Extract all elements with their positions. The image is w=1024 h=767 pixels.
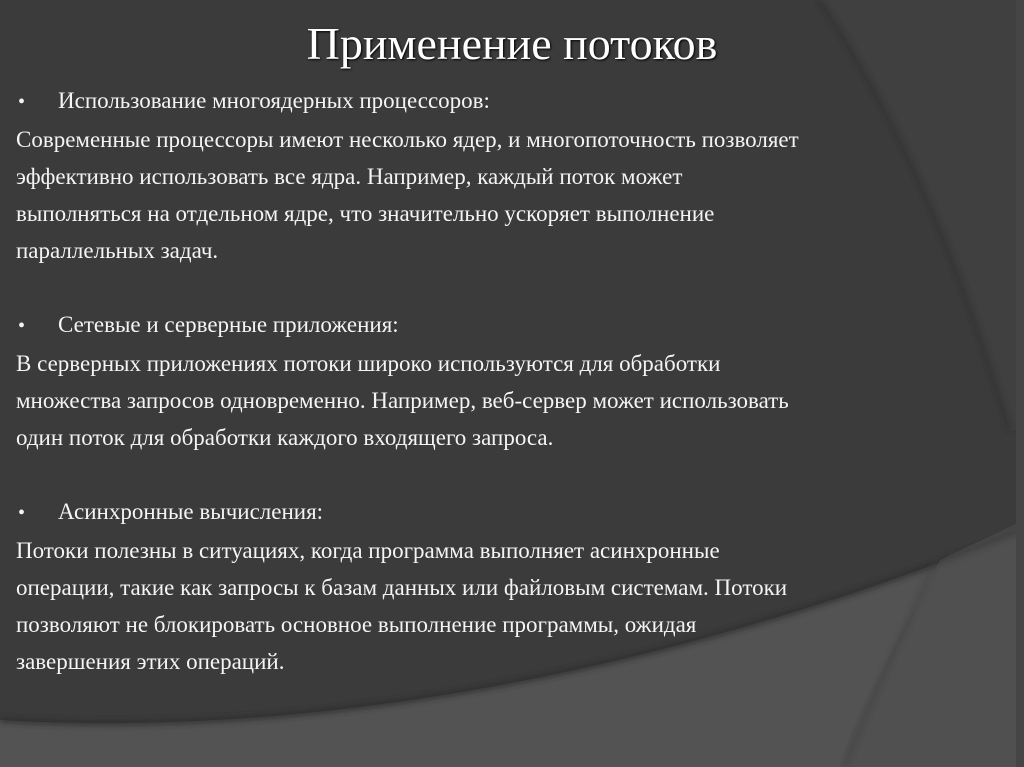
bullet-icon: • [18,502,26,524]
section-server [16,306,1016,456]
body-line: Потоки полезны в ситуациях, когда программа выполняет асинхронные [16,538,720,563]
body-line: операции, такие как запросы к базам данных или файловым системам. Потоки [16,575,788,600]
slide-content [16,82,1016,680]
body-line: параллельных задач. [16,238,219,263]
bullet-heading [16,82,1016,121]
bullet-icon: • [18,315,26,337]
body-line: Современные процессоры имеют несколько ядер, и многопоточность позволяет [16,127,799,152]
section-heading: Использование многоядерных процессоров: [58,88,490,113]
body-line: эффективно использовать все ядра. Например, каждый поток может [16,164,683,189]
bullet-icon: • [18,91,26,113]
section-heading: Асинхронные вычисления: [58,499,324,524]
section-multicore [16,82,1016,269]
body-line: завершения этих операций. [16,649,285,674]
bullet-heading [16,493,1016,532]
body-line: множества запросов одновременно. Например, веб-сервер может использовать [16,388,789,413]
slide-title: Применение потоков [306,18,718,69]
body-line: В серверных приложениях потоки широко используются для обработки [16,351,721,376]
body-line: выполняться на отдельном ядре, что значительно ускоряет выполнение [16,201,715,226]
section-heading: Сетевые и серверные приложения: [58,312,399,337]
body-line: позволяют не блокировать основное выполнение программы, ожидая [16,612,697,637]
section-async [16,493,1016,680]
bullet-heading [16,306,1016,345]
body-line: один поток для обработки каждого входящего запроса. [16,425,554,450]
